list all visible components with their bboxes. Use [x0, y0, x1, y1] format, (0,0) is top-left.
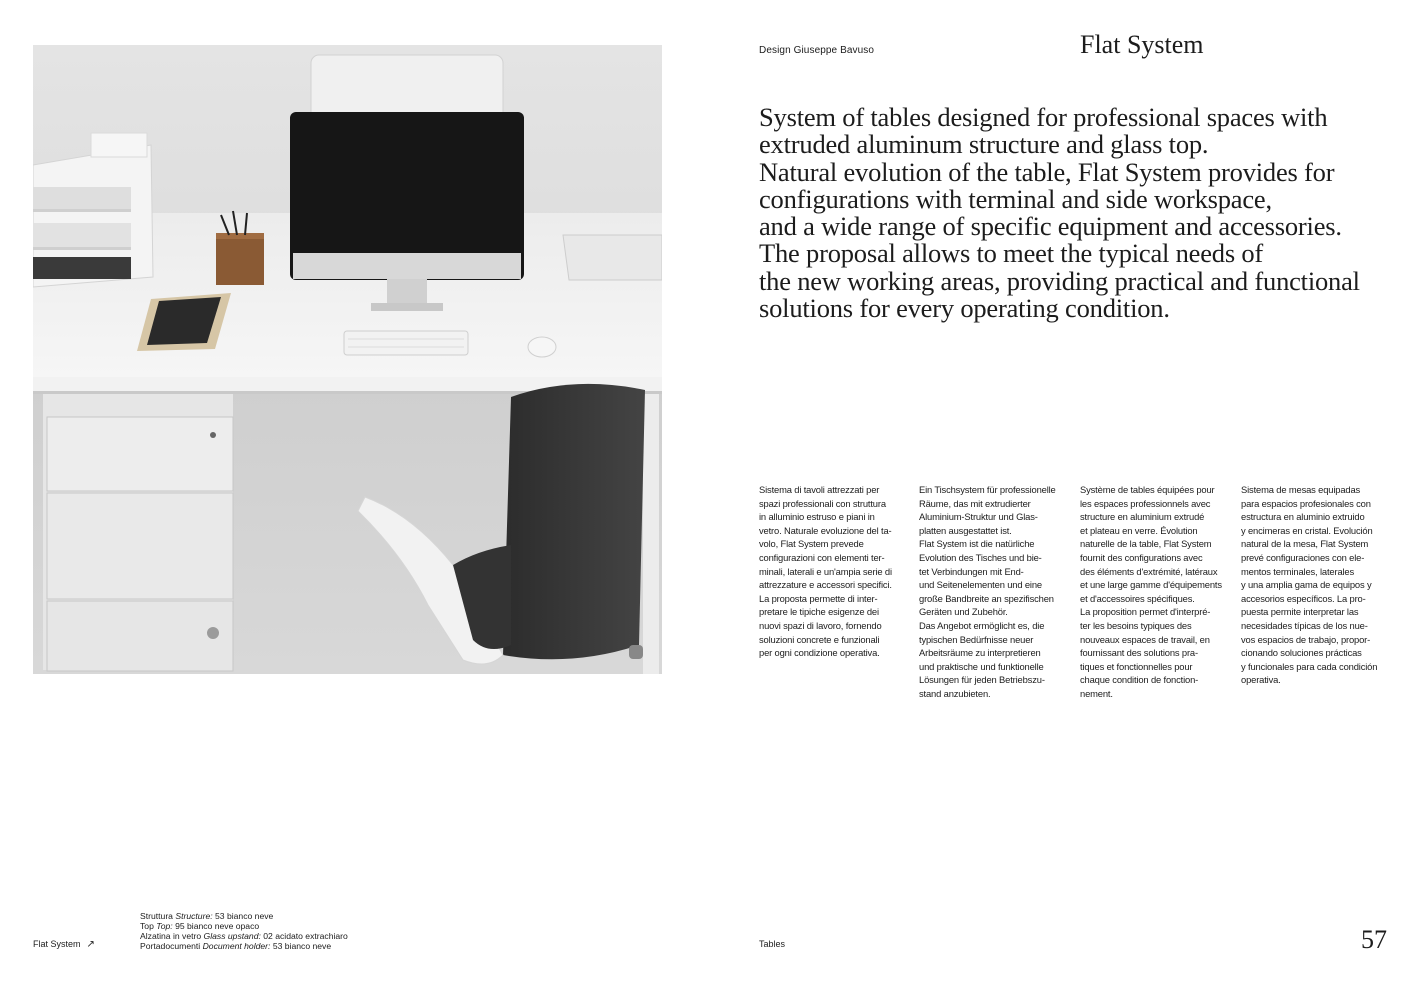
column-line: Geräten und Zubehör. [919, 606, 1008, 618]
column-line: Flat System ist die natürliche [919, 538, 1035, 550]
column-line: et une large gamme d'équipements [1080, 579, 1222, 591]
column-line: Sistema di tavoli attrezzati per [759, 484, 880, 495]
lead-line: The proposal allows to meet the typical needs of [759, 238, 1264, 269]
column-line: tiques et fonctionnelles pour [1080, 660, 1193, 672]
column-line: Ein Tischsystem für professionelle [919, 484, 1056, 495]
lead-line: extruded aluminum structure and glass top. [759, 129, 1209, 160]
column-line: Sistema de mesas equipadas [1241, 484, 1361, 495]
designer-credit: Design Giuseppe Bavuso [759, 45, 875, 56]
column-line: per ogni condizione operativa. [759, 647, 880, 659]
column-line: para espacios profesionales con [1241, 497, 1371, 509]
column-line: Räume, das mit extrudierter [919, 497, 1031, 509]
column-line: stand anzubieten. [919, 687, 991, 699]
page-title: Flat System [1080, 30, 1204, 59]
column-line: Evolution des Tisches und bie- [919, 551, 1042, 563]
column-line: volo, Flat System prevede [759, 538, 864, 550]
column-line: y encimeras en cristal. Evolución [1241, 524, 1373, 536]
column-line: y funcionales para cada condición [1241, 660, 1378, 672]
french-column [1080, 483, 1230, 701]
column-line: soluzioni concrete e funzionali [759, 633, 880, 645]
column-line: nouveaux espaces de travail, en [1080, 633, 1210, 645]
column-line: naturelle de la table, Flat System [1080, 538, 1212, 550]
column-line: mentos terminales, laterales [1241, 565, 1355, 577]
column-line: tet Verbindungen mit End- [919, 565, 1024, 577]
column-line: in alluminio estruso e piani in [759, 511, 875, 523]
column-line: y una amplia gama de equipos y [1241, 579, 1372, 591]
column-line: nuovi spazi di lavoro, fornendo [759, 619, 882, 631]
lead-paragraph [759, 104, 1399, 322]
column-line: puesta permite interpretar las [1241, 606, 1359, 618]
column-line: große Bandbreite an spezifischen [919, 592, 1054, 604]
italian-column [759, 483, 909, 660]
column-line: minali, laterali e un'ampia serie di [759, 565, 892, 577]
column-line: La proposta permette di inter- [759, 592, 878, 604]
german-column [919, 483, 1069, 701]
lead-line: configurations with terminal and side workspace, [759, 183, 1272, 214]
column-line: Lösungen für jeden Betriebszu- [919, 674, 1045, 686]
page-number: 57 [1361, 925, 1387, 954]
column-line: und Seitenelementen und eine [919, 579, 1042, 591]
column-line: attrezzature e accessori specifici. [759, 579, 892, 591]
column-line: vetro. Naturale evoluzione del ta- [759, 524, 892, 536]
column-line: estructura en aluminio extruido [1241, 511, 1365, 523]
product-photo [33, 45, 662, 674]
finish-specs [140, 911, 348, 951]
column-line: Arbeitsräume zu interpretieren [919, 647, 1041, 659]
column-line: nement. [1080, 687, 1113, 699]
spec-line: Portadocumenti Document holder: 53 bianco neve [140, 941, 332, 951]
footer-product-link[interactable] [33, 939, 95, 950]
north-east-arrow-icon: ↗ [86, 939, 95, 950]
column-line: Aluminium-Struktur und Glas- [919, 511, 1038, 523]
column-line: spazi professionali con struttura [759, 497, 886, 509]
lead-line: solutions for every operating condition. [759, 293, 1170, 324]
column-line: natural de la mesa, Flat System [1241, 538, 1369, 550]
column-line: structure en aluminium extrudé [1080, 511, 1205, 523]
column-line: Das Angebot ermöglicht es, die [919, 619, 1045, 631]
column-line: necesidades típicas de los nue- [1241, 619, 1368, 631]
lead-line: System of tables designed for professional spaces with [759, 102, 1328, 132]
column-line: operativa. [1241, 674, 1281, 686]
column-line: les espaces professionnels avec [1080, 497, 1211, 509]
column-line: fournissant des solutions pra- [1080, 647, 1198, 659]
column-line: cionando soluciones prácticas [1241, 647, 1362, 659]
column-line: ter les besoins typiques des [1080, 619, 1192, 631]
spec-line: Struttura Structure: 53 bianco neve [140, 911, 274, 921]
column-line: accesorios específicos. La pro- [1241, 592, 1366, 604]
footer-section-label: Tables [759, 939, 786, 949]
column-line: des éléments d'extrémité, latéraux [1080, 565, 1218, 577]
footer-product-label: Flat System [33, 939, 81, 949]
lead-line: the new working areas, providing practical and functional [759, 265, 1360, 296]
column-line: fournit des configurations avec [1080, 551, 1203, 563]
column-line: et plateau en verre. Évolution [1080, 524, 1198, 536]
spec-line: Top Top: 95 bianco neve opaco [140, 921, 260, 931]
column-line: chaque condition de fonction- [1080, 674, 1199, 686]
column-line: vos espacios de trabajo, propor- [1241, 633, 1371, 645]
column-line: configurazioni con elementi ter- [759, 551, 885, 563]
column-line: und praktische und funktionelle [919, 660, 1044, 672]
office-desk-illustration [33, 45, 662, 674]
column-line: typischen Bedürfnisse neuer [919, 633, 1034, 645]
spanish-column [1241, 483, 1391, 687]
column-line: Système de tables équipées pour [1080, 484, 1215, 495]
column-line: La proposition permet d'interpré- [1080, 606, 1211, 618]
column-line: prevé configuraciones con ele- [1241, 551, 1365, 563]
column-line: et d'accessoires spécifiques. [1080, 592, 1195, 604]
column-line: pretare le tipiche esigenze dei [759, 606, 879, 618]
column-line: platten ausgestattet ist. [919, 524, 1012, 536]
lead-line: and a wide range of specific equipment and accessories. [759, 211, 1342, 242]
spec-line: Alzatina in vetro Glass upstand: 02 acidato extrachiaro [140, 931, 348, 941]
lead-line: Natural evolution of the table, Flat System provides for [759, 156, 1335, 187]
